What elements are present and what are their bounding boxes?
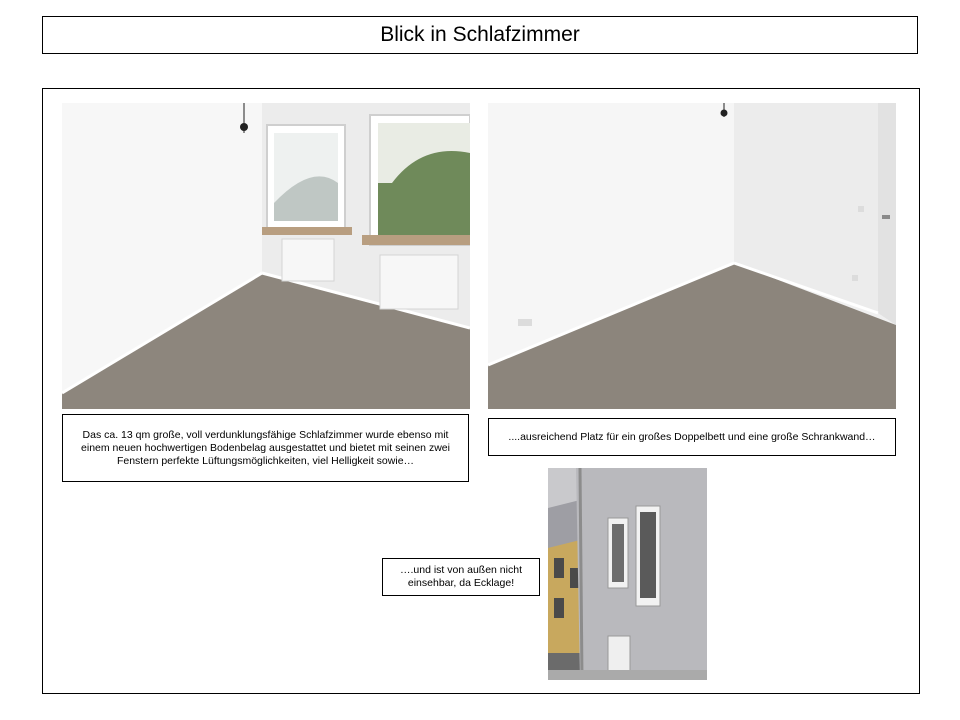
building-facade-photo — [548, 468, 707, 680]
page-title: Blick in Schlafzimmer — [42, 16, 918, 54]
bedroom-windows-photo — [62, 103, 470, 409]
bedroom-corner-photo — [488, 103, 896, 409]
caption-room-description: Das ca. 13 qm große, voll verdunklungsfähige Schlafzimmer wurde ebenso mit einem neuen hochwertigen Bodenbelag ausgestattet und bietet mit seinen zwei Fenstern perfekte Lüftungsmöglichkeiten, viel Helligkeit sowie… — [62, 414, 469, 482]
caption-space-description: ....ausreichend Platz für ein großes Doppelbett und eine große Schrankwand… — [488, 418, 896, 456]
caption-privacy-description: ….und ist von außen nicht einsehbar, da Ecklage! — [382, 558, 540, 596]
